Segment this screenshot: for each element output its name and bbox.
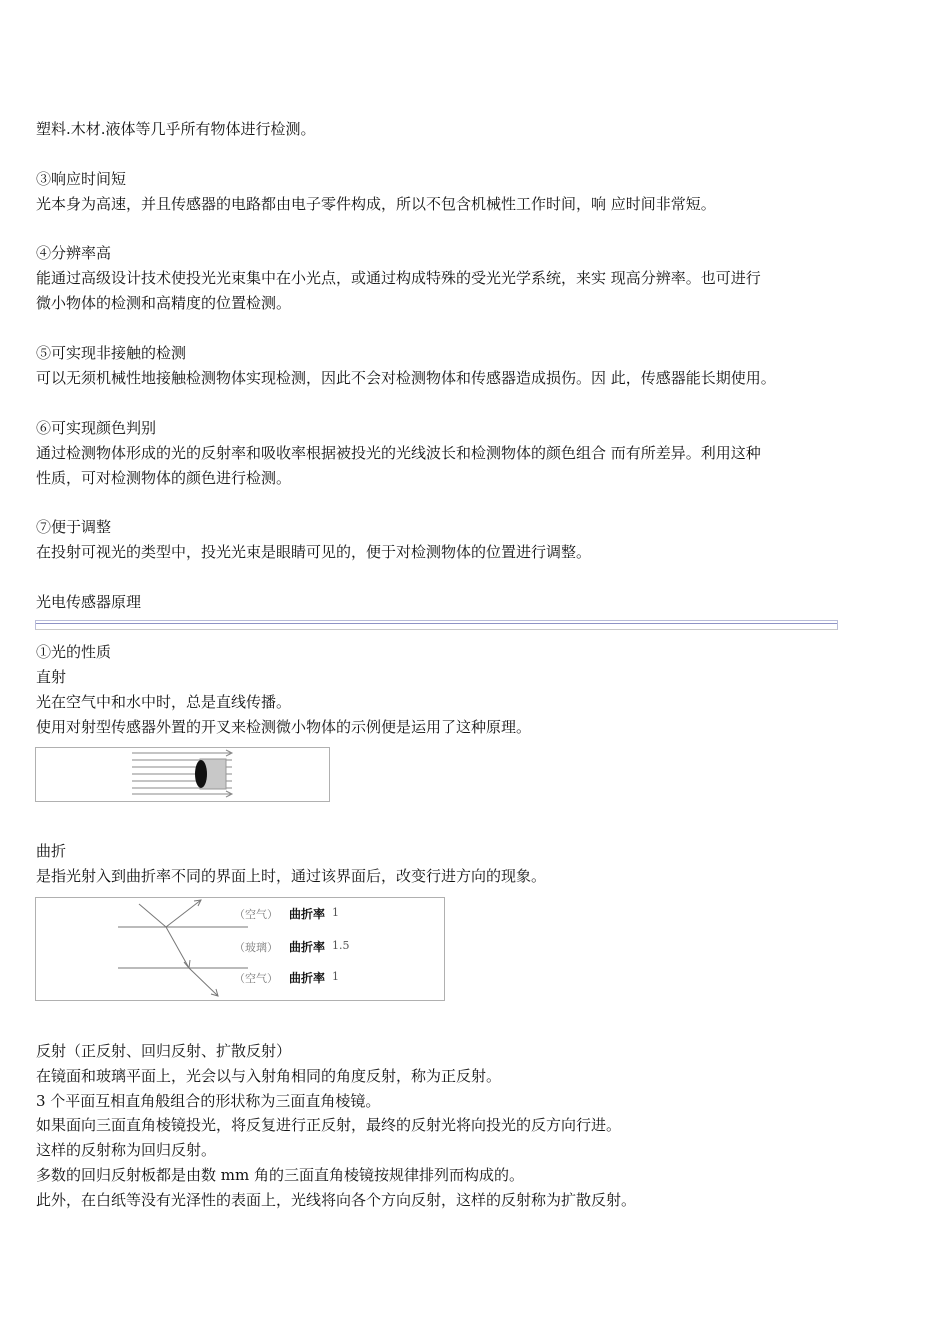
topic-text: 光在空气中和水中时，总是直线传播。 [36,693,292,711]
refracted-ray [166,927,189,968]
feature-title: ⑤可实现非接触的检测 [36,344,187,362]
index-value: 1 [332,970,339,983]
feature-title: ③响应时间短 [36,170,127,188]
feature-title: ⑥可实现颜色判别 [36,419,157,437]
incident-ray [139,904,166,927]
subsection-title: ①光的性质 [36,643,112,661]
topic-text: 多数的回归反射板都是由数 mm 角的三面直角棱镜按规律排列而构成的。 [36,1166,524,1184]
index-label: 曲折率 [289,907,326,921]
feature-text: 在投射可视光的类型中，投光光束是眼睛可见的，便于对检测物体的位置进行调整。 [36,543,592,561]
feature-text: 光本身为高速，并且传感器的电路都由电子零件构成，所以不包含机械性工作时间，响 应时间非常短。 [36,195,716,213]
topic-title: 曲折 [36,842,67,860]
section-divider [35,620,838,630]
feature-text: 可以无须机械性地接触检测物体实现检测，因此不会对检测物体和传感器造成损伤。因 此，传感器能长期使用。 [36,369,776,387]
feature-text: 微小物体的检测和高精度的位置检测。 [36,294,292,312]
index-label: 曲折率 [289,971,326,985]
exit-ray [189,968,218,996]
medium-label-glass: （玻璃） [234,941,278,954]
refraction-figure [35,897,445,1001]
topic-text: 如果面向三面直角棱镜投光，将反复进行正反射，最终的反射光将向投光的反方向行进。 [36,1116,622,1134]
reflected-ray [166,900,201,927]
topic-text: 使用对射型传感器外置的开叉来检测微小物体的示例便是运用了这种原理。 [36,718,532,736]
medium-label-air: （空气） [234,972,278,985]
intro-text: 塑料.木材.液体等几乎所有物体进行检测。 [36,120,316,138]
object-ellipse [195,760,207,788]
topic-text: 在镜面和玻璃平面上，光会以与入射角相同的角度反射，称为正反射。 [36,1067,502,1085]
topic-text: 这样的反射称为回归反射。 [36,1141,217,1159]
feature-text: 能通过高级设计技术使投光光束集中在小光点，或通过构成特殊的受光光学系统，来实 现高分辨率。也可进行 [36,269,761,287]
topic-title: 反射（正反射、回归反射、扩散反射） [36,1042,292,1060]
medium-label-air: （空气） [234,908,278,921]
section-heading: 光电传感器原理 [36,593,142,611]
index-value: 1.5 [332,939,350,952]
straight-light-figure [35,747,330,802]
topic-text: 3 个平面互相直角般组合的形状称为三面直角棱镜。 [36,1092,381,1110]
feature-text: 通过检测物体形成的光的反射率和吸收率根据被投光的光线波长和检测物体的颜色组合 而有所差异。利用这种 [36,444,761,462]
index-label: 曲折率 [289,940,326,954]
topic-title: 直射 [36,668,67,686]
feature-text: 性质，可对检测物体的颜色进行检测。 [36,469,292,487]
topic-text: 此外，在白纸等没有光泽性的表面上，光线将向各个方向反射，这样的反射称为扩散反射。 [36,1191,637,1209]
feature-title: ④分辨率高 [36,244,112,262]
feature-title: ⑦便于调整 [36,518,112,536]
index-value: 1 [332,906,339,919]
topic-text: 是指光射入到曲折率不同的界面上时，通过该界面后，改变行进方向的现象。 [36,867,547,885]
